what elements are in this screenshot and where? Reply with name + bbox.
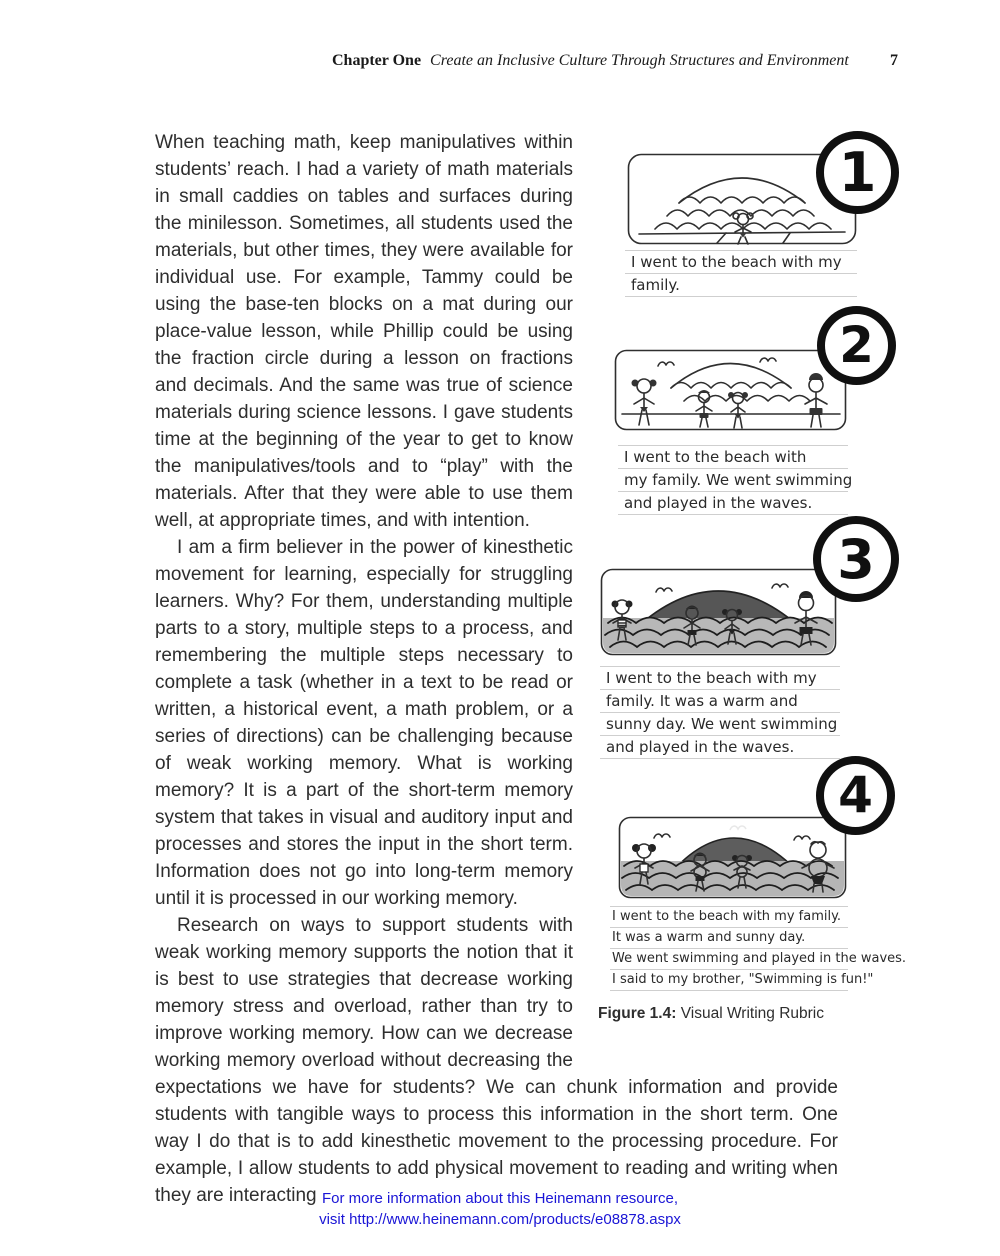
handwriting-line: sunny day. We went swimming xyxy=(600,713,840,736)
figure-column xyxy=(573,129,907,1051)
handwriting-line: I went to the beach with my xyxy=(625,251,857,274)
handwriting-line: family. It was a warm and xyxy=(600,690,840,713)
rubric-level-2-badge xyxy=(817,306,896,385)
handwriting-line: and played in the waves. xyxy=(618,492,848,515)
beach-drawing-2-art xyxy=(614,349,847,431)
rubric-level-number: 2 xyxy=(839,316,874,374)
paragraph-2: I am a firm believer in the power of kinesthetic movement for learning, especially for struggling learners. Why? For them, understanding multiple parts to a story, multiple steps to a process, and remembering the multiple steps necessary to complete a task (whether in a text to be read or written, a historical event, a math problem, or a series of directions) can be challenging because of weak working memory. What is working memory? It is a part of the short-term memory system that takes in visual and auditory input and processes and stores the input in the short term. Information does not go into long-term memory until it is processed in our working memory. xyxy=(155,537,573,909)
figure-caption-text: Visual Writing Rubric xyxy=(680,1005,824,1022)
handwriting-line: I said to my brother, "Swimming is fun!" xyxy=(610,970,848,991)
rubric-level-4-badge xyxy=(816,756,895,835)
body-text xyxy=(155,129,907,1209)
figure-caption xyxy=(598,1000,824,1027)
rubric-sample-text-3 xyxy=(600,666,840,759)
footer-line-1: For more information about this Heinemann resource, xyxy=(321,1190,678,1207)
rubric-level-number: 1 xyxy=(838,141,877,204)
handwriting-line: I went to the beach with my family. xyxy=(610,907,848,928)
handwriting-line: and played in the waves. xyxy=(600,736,840,759)
handwriting-line: my family. We went swimming xyxy=(618,469,848,492)
beach-drawing-2 xyxy=(614,349,847,431)
handwriting-line: I went to the beach with xyxy=(618,446,848,469)
rubric-sample-text-2 xyxy=(618,445,853,515)
footer-resource-link[interactable]: visit http://www.heinemann.com/products/e08878.aspx xyxy=(319,1211,681,1228)
beach-drawing-4-art xyxy=(618,816,847,899)
rubric-level-number: 4 xyxy=(838,766,873,824)
rubric-sample-text-4 xyxy=(610,906,907,991)
rubric-sample-text-1 xyxy=(625,250,857,297)
handwriting-line: It was a warm and sunny day. xyxy=(610,928,848,949)
footer-note xyxy=(0,1188,1000,1230)
page-number: 7 xyxy=(890,52,898,69)
chapter-title: Create an Inclusive Culture Through Structures and Environment xyxy=(430,52,849,69)
handwriting-line: We went swimming and played in the waves. xyxy=(610,949,848,970)
beach-drawing-3-art xyxy=(600,568,837,656)
beach-drawing-4 xyxy=(618,816,847,899)
paragraph-1: When teaching math, keep manipulatives within students’ reach. I had a variety of math materials in small caddies on tables and surfaces during the minilesson. Sometimes, all students used the materials, but other times, they were available for individual use. For example, Tammy could be using the base-ten blocks on a mat during our place-value lesson, while Phillip could be using the fraction circle during a lesson on fractions and decimals. And the same was true of science materials during science lessons. I gave students time at the beginning of the year to get to know the manipulatives/tools and to “play” with the materials. After that they were able to use them well, at appropriate times, and with intention. xyxy=(155,132,573,531)
paragraph-3: Research on ways to support students with weak working memory supports the notion that it is best to use strategies that decrease working memory stress and overload, rather than try to improve working memory. How can we decrease working memory overload without decreasing the expectations we have for students? We can chunk information and provide students with tangible ways to process this information in the short term. One way I do that is to add kinesthetic movement to the processing procedure. For example, I allow students to add physical movement to reading and writing when they are interacting xyxy=(155,915,838,1206)
beach-drawing-3 xyxy=(600,568,837,656)
rubric-level-3-badge xyxy=(813,516,899,602)
rubric-level-number: 3 xyxy=(837,527,875,591)
handwriting-line: I went to the beach with my xyxy=(600,667,840,690)
chapter-label: Chapter One xyxy=(332,52,422,69)
handwriting-line: family. xyxy=(625,274,857,297)
figure-caption-label: Figure 1.4: xyxy=(598,1005,677,1022)
running-head xyxy=(332,52,898,70)
rubric-level-1-badge xyxy=(816,131,899,214)
